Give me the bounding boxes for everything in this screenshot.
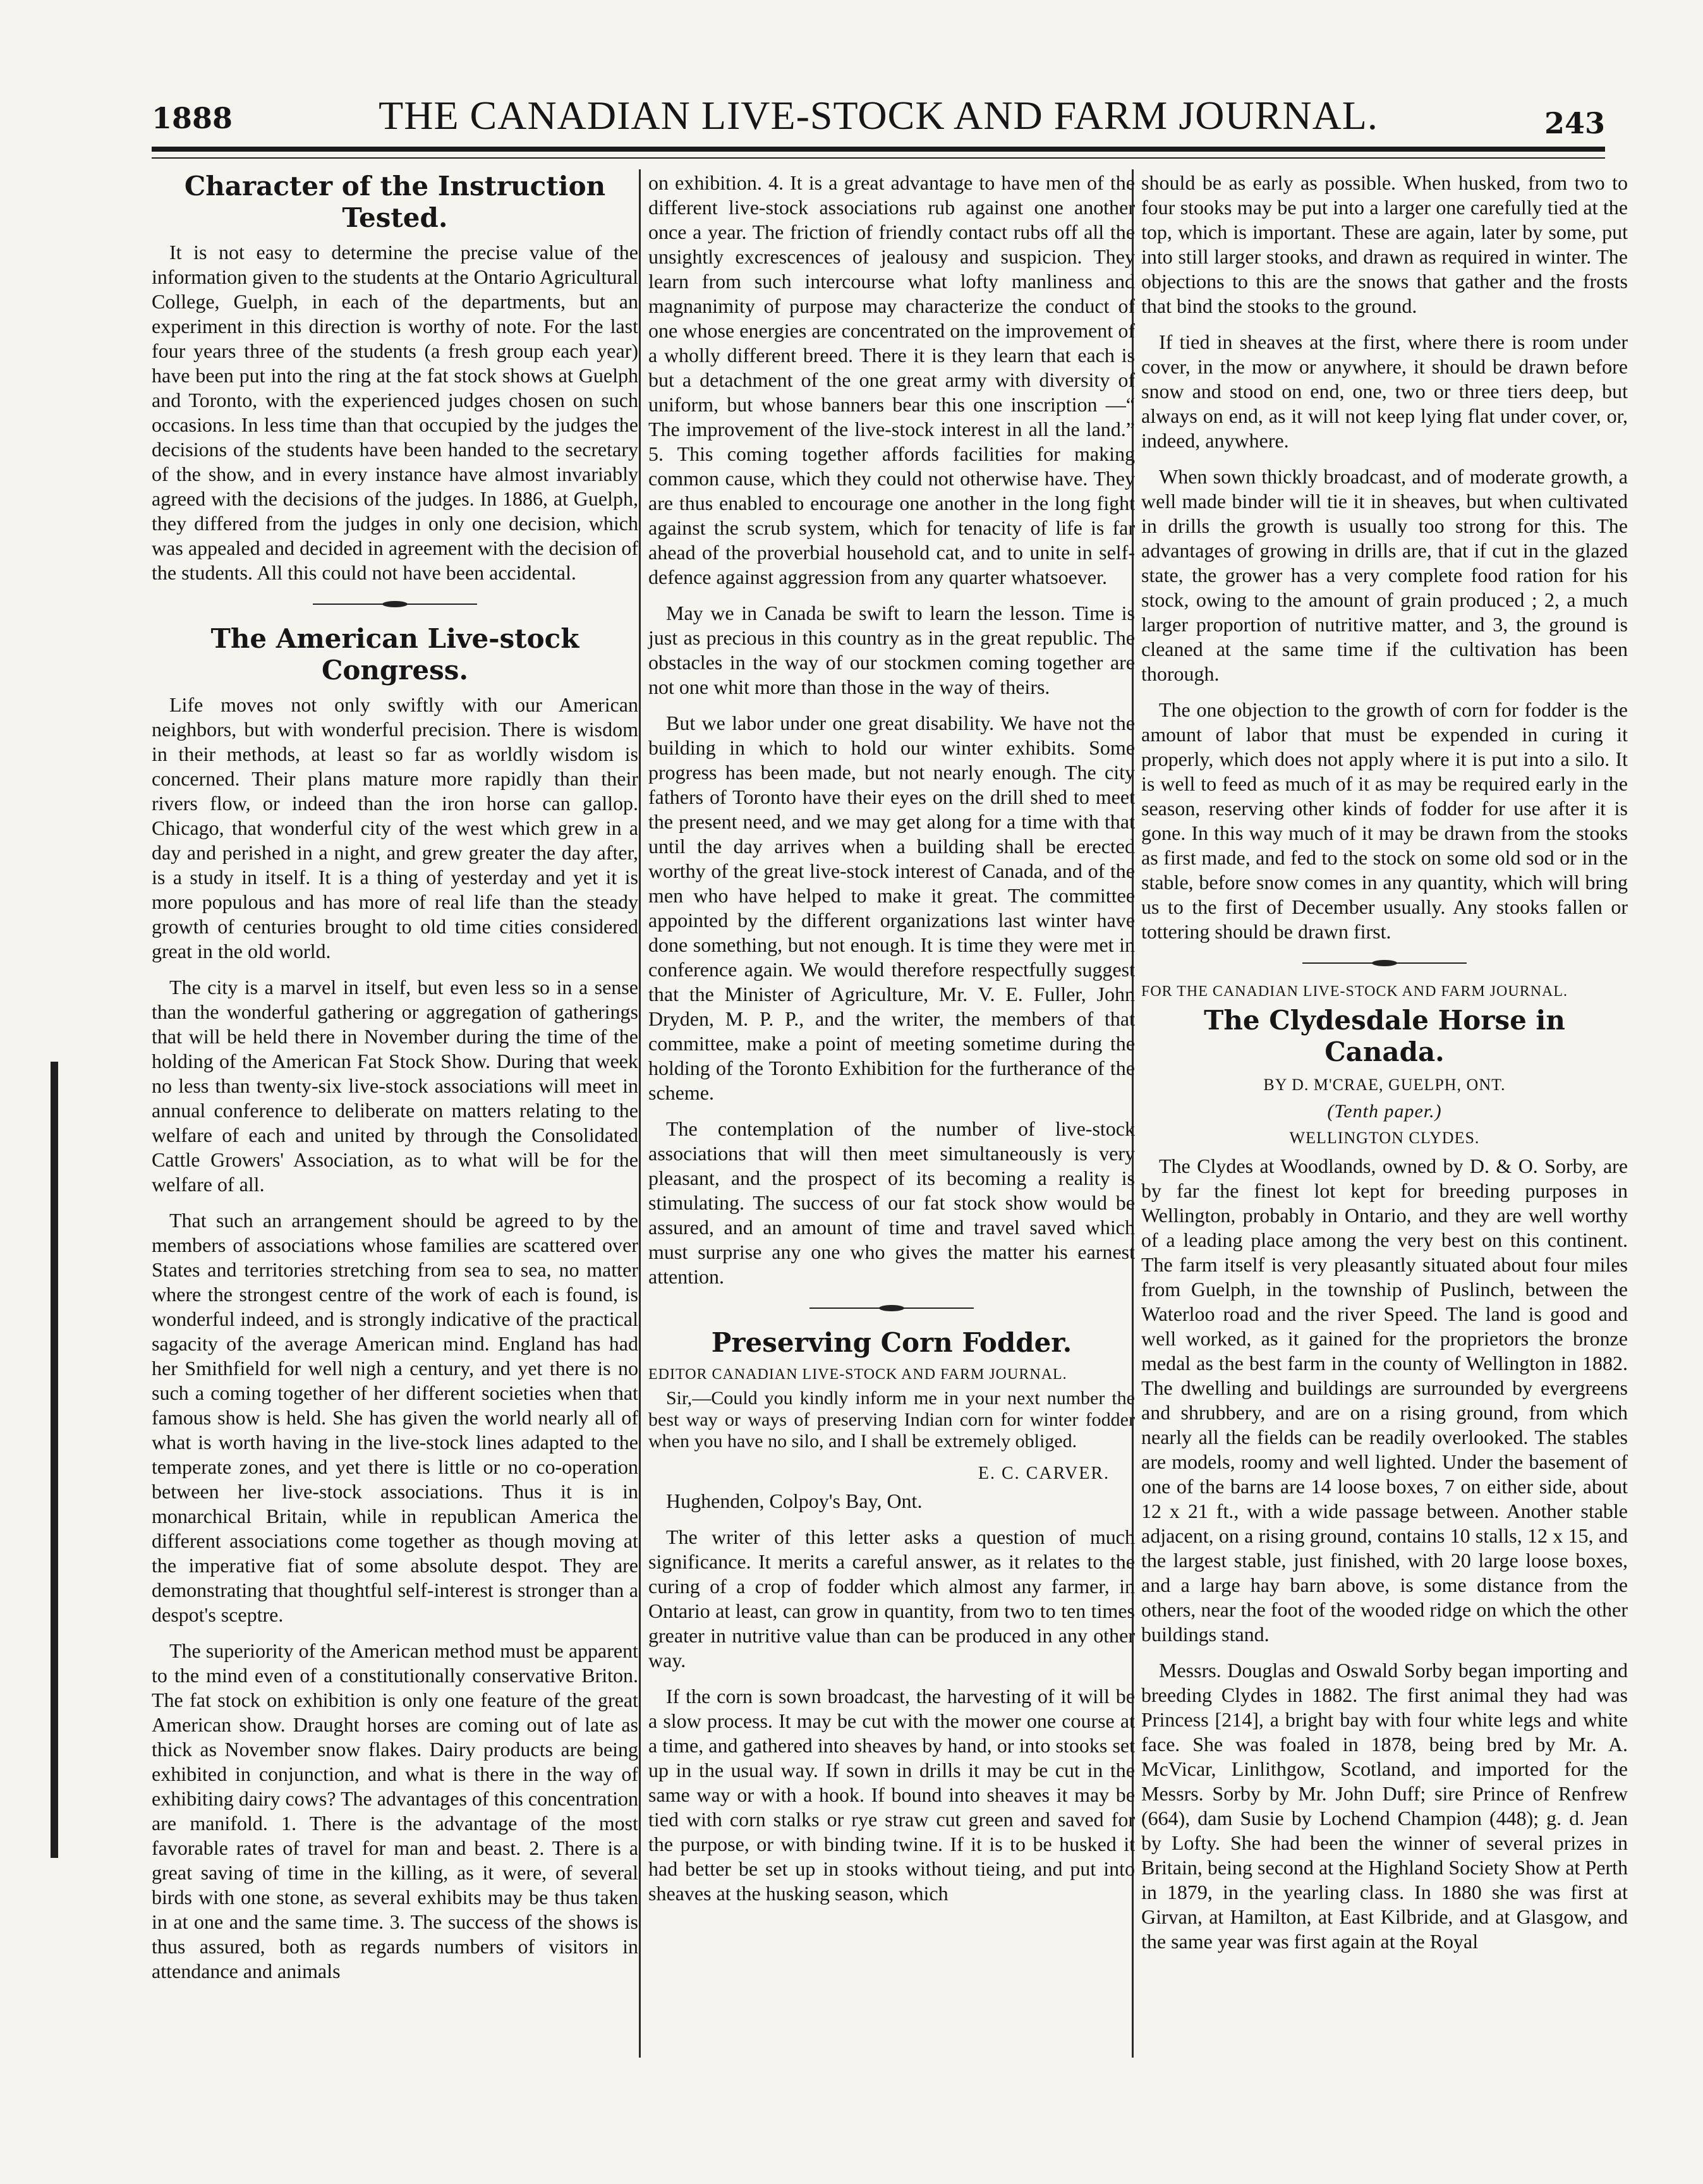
article-paragraph: The one objection to the growth of corn for fodder is the amount of labor that must be expended in curing it properly, which does not apply where it is put into a silo. It is well to feed as much of it as may be required early in the season, reserving other kinds of fodder for use after it is gone. In this way much of it may be drawn from the stooks as first made, and fed to the stock on some old sod or in the stable, before snow comes in any quantity, which will bring us to the first of December usually. Any stooks fallen or tottering should be drawn first. — [1141, 698, 1628, 943]
article-paragraph: If tied in sheaves at the first, where there is room under cover, in the mow or anywhere, it should be drawn before snow and stood on end, one, two or three tiers deep, but always on end, as it will not keep lying flat under cover, or, indeed, anywhere. — [1141, 331, 1628, 452]
article-title-instruction: Character of the Instruction Tested. — [184, 171, 606, 233]
column-3 — [1141, 171, 1628, 1965]
column-2 — [648, 171, 1135, 1917]
article-paragraph: If the corn is sown broadcast, the harvesting of it will be a slow process. It may be cut with the mower one course at a time, and gathered into sheaves by hand, or into stooks set up in the usual way. If sown in drills it may be cut in the same way or with a hook. If bound into sheaves it may be tied with corn stalks or rye straw cut green and saved for the purpose, or with binding twine. If it is to be husked it had better be set up in stooks without tieing, and put into sheaves at the husking season, which — [648, 1685, 1135, 1905]
section-divider — [809, 1303, 974, 1313]
contributor-line: FOR THE CANADIAN LIVE-STOCK AND FARM JOURNAL. — [1141, 983, 1568, 1000]
article-paragraph: The writer of this letter asks a question of much significance. It merits a careful answer, as it relates to the curing of a crop of fodder which almost any farmer, in Ontario at least, can grow in quantity, from two to ten times greater in nutritive value than can be produced in any other way. — [648, 1526, 1135, 1671]
article-title-corn-fodder: Preserving Corn Fodder. — [711, 1327, 1072, 1358]
running-head — [152, 88, 1605, 145]
letter-dateline: Hughenden, Colpoy's Bay, Ont. — [666, 1489, 923, 1512]
header-rule-thick — [152, 147, 1605, 152]
journal-title: THE CANADIAN LIVE-STOCK AND FARM JOURNAL. — [379, 93, 1378, 138]
section-divider — [313, 599, 477, 609]
article-paragraph: The city is a marvel in itself, but even less so in a sense than the wonderful gathering or aggregation of gatherings that will be held there in November during the time of the holding of the American Fat Stock Show. During that week no less than twenty-six live-stock associations will meet in annual conference to deliberate on matters relating to the welfare of each and united by through the Consolidated Cattle Growers' Association, as to what will be for the welfare of all. — [152, 976, 638, 1196]
article-title-congress: The American Live-stock Congress. — [210, 623, 579, 686]
article-byline: BY D. M'CRAE, GUELPH, ONT. — [1263, 1076, 1506, 1094]
article-title-clydesdale: The Clydesdale Horse in Canada. — [1204, 1005, 1565, 1067]
letter-signature: E. C. CARVER. — [978, 1464, 1110, 1483]
column-rule-1 — [639, 169, 641, 2058]
article-paragraph: The contemplation of the number of live-stock associations that will then meet simultaneously is very pleasant, and the prospect of its becoming a reality is stimulating. The success of our fat stock show would be assured, and an amount of time and travel saved which must surprise any one who gives the matter his earnest attention. — [648, 1117, 1135, 1288]
reader-letter: Sir,—Could you kindly inform me in your next number the best way or ways of preserving Indian corn for winter fodder when you have no silo, and I shall be extremely obliged. — [648, 1388, 1135, 1452]
series-note: (Tenth paper.) — [1327, 1101, 1442, 1122]
column-1 — [152, 171, 638, 1995]
editor-address-line: EDITOR CANADIAN LIVE-STOCK AND FARM JOURNAL. — [648, 1366, 1067, 1383]
page-number: 243 — [1544, 106, 1605, 140]
article-paragraph: on exhibition. 4. It is a great advantage to have men of the different live-stock associations rub against one another once a year. The friction of friendly contact rubs off all the unsightly excrescences of jealousy and suspicion. They learn from such intercourse what lofty manliness and magnanimity of purpose may characterize the conduct of one whose energies are concentrated on the improvement of a wholly different breed. There it is they learn that each is but a detachment of the one great army with diversity of uniform, but whose banners bear this one inscription —“ The improvement of the live-stock interest in all the land.” 5. This coming together affords facilities for making common cause, which they could not otherwise have. They are thus enabled to encourage one another in the long fight against the scrub system, which for tenacity of life is far ahead of the proverbial household cat, and to unite in self-defence against aggression from any quarter whatsoever. — [648, 171, 1135, 588]
article-subhead: WELLINGTON CLYDES. — [1289, 1129, 1480, 1147]
header-year: 1888 — [152, 101, 233, 135]
article-paragraph: That such an arrangement should be agreed to by the members of associations whose families are scattered over States and territories stretching from sea to sea, no matter where the strongest centre of the work of each is found, is wonderful indeed, and is strongly indicative of the practical sagacity of the average American mind. England has had her Smithfield for well nigh a century, and yet there is no such a coming together of her different societies when that famous show is held. She has given the world nearly all of what is worth having in the live-stock lines adapted to the temperate zones, and yet there is little or no co-operation between her live-stock associations. Thus it is in monarchical Britain, while in republican America the different associations come together as though moving at the imperative fiat of some absolute despot. They are demonstrating that thoughtful self-interest is stronger than a despot's sceptre. — [152, 1209, 638, 1626]
article-paragraph: The Clydes at Woodlands, owned by D. & O. Sorby, are by far the finest lot kept for breeding purposes in Wellington, probably in Ontario, and they are well worthy of a leading place among the very best on this continent. The farm itself is very pleasantly situated about four miles from Guelph, in the township of Puslinch, between the Waterloo road and the river Speed. The land is good and well worked, as it gained for the proprietors the bronze medal as the best farm in the county of Wellington in 1882. The dwelling and buildings are surrounded by evergreens and shrubbery, and are on a rising ground, from which nearly all the fields can be readily overlooked. The stables are models, roomy and well lighted. Under the basement of one of the barns are 14 loose boxes, 7 on either side, about 12 x 21 ft., with a wide passage between. Another stable adjacent, on a rising ground, contains 10 stalls, 12 x 15, and the largest stable, just finished, with 20 large loose boxes, and a large hay barn above, is some distance from the others, near the foot of the wooded ridge on which the other buildings stand. — [1141, 1155, 1628, 1646]
article-paragraph: The superiority of the American method must be apparent to the mind even of a constitutionally conservative Briton. The fat stock on exhibition is only one feature of the great American show. Draught horses are coming out of late as thick as November snow flakes. Dairy products are being exhibited in conjunction, and what is there in the way of exhibiting dairy cows? The advantages of this concentration are manifold. 1. There is the advantage of the most favorable rates of travel for man and beast. 2. There is a great saving of time in the killing, as it were, of several birds with one stone, as several exhibits may be thus taken in at one and the same time. 3. The success of the shows is thus assured, both as regards numbers of visitors in attendance and animals — [152, 1639, 638, 1982]
article-paragraph: When sown thickly broadcast, and of moderate growth, a well made binder will tie it in sheaves, but when cultivated in drills the growth is usually too strong for this. The advantages of growing in drills are, that if cut in the glazed state, the grower has a very complete food ration for his stock, owing to the amount of grain produced ; 2, a much larger proportion of nutritive matter, and 3, the ground is cleaned at the same time if the cultivation has been thorough. — [1141, 465, 1628, 685]
scan-margin-mark — [51, 1062, 58, 1858]
section-divider — [1302, 958, 1467, 968]
article-paragraph: It is not easy to determine the precise value of the information given to the students at the Ontario Agricultural College, Guelph, in each of the departments, but an experiment in this direction is worthy of note. For the last four years three of the students (a fresh group each year) have been put into the ring at the fat stock shows at Guelph and Toronto, with the experienced judges chosen on such occasions. In less time than that occupied by the judges the decisions of the students have been handed to the secretary of the show, and in every instance have almost invariably agreed with the decisions of the judges. In 1886, at Guelph, they differed from the judges in only one decision, which was appealed and decided in agreement with the decision of the students. All this could not have been accidental. — [152, 241, 638, 584]
article-paragraph: should be as early as possible. When husked, from two to four stooks may be put into a larger one carefully tied at the top, which is important. These are again, later by some, put into still larger stooks, and drawn as required in winter. The objections to this are the snows that gather and the frosts that bind the stooks to the ground. — [1141, 171, 1628, 317]
article-paragraph: May we in Canada be swift to learn the lesson. Time is just as precious in this country as in the great republic. The obstacles in the way of our stockmen coming together are not one whit more than those in the way of theirs. — [648, 602, 1135, 698]
header-rule-thin — [152, 157, 1605, 159]
article-paragraph: Life moves not only swiftly with our American neighbors, but with wonderful precision. There is wisdom in their methods, at least so far as worldly wisdom is concerned. Their plans mature more rapidly than their rivers flow, or indeed than the iron horse can gallop. Chicago, that wonderful city of the west which grew in a day and perished in a night, and grew greater the day after, is a study in itself. It is a thing of yesterday and yet it is more populous and has more of real life than the steady growth of centuries brought to old time cities considered great in the old world. — [152, 693, 638, 962]
article-paragraph: Messrs. Douglas and Oswald Sorby began importing and breeding Clydes in 1882. The first animal they had was Princess [214], a bright bay with four white legs and white face. She was foaled in 1878, being bred by Mr. A. McVicar, Linlithgow, Scotland, and imported for the Messrs. Sorby by Mr. John Duff; sire Prince of Renfrew (664), dam Susie by Lochend Champion (448); g. d. Jean by Lofty. She had been the winner of several prizes in Britain, being second at the Highland Society Show at Perth in 1879, in the yearling class. In 1880 she was first at Girvan, at Hamilton, at East Kilbride, and at Glasgow, and the same year was first again at the Royal — [1141, 1659, 1628, 1953]
article-paragraph: But we labor under one great disability. We have not the building in which to hold our winter exhibits. Some progress has been made, but not nearly enough. The city fathers of Toronto have their eyes on the drill shed to meet the present need, and we may get along for a time with that until the day arrives when a building shall be erected worthy of the great live-stock interest of Canada, and of the men who have helped to make it great. The committee appointed by the different organizations last winter have done something, but not enough. It is time they were met in conference again. We would therefore respectfully suggest that the Minister of Agriculture, Mr. V. E. Fuller, John Dryden, M. P. P., and the writer, the members of that committee, make a point of meeting sometime during the holding of the Toronto Exhibition for the furtherance of the scheme. — [648, 712, 1135, 1104]
